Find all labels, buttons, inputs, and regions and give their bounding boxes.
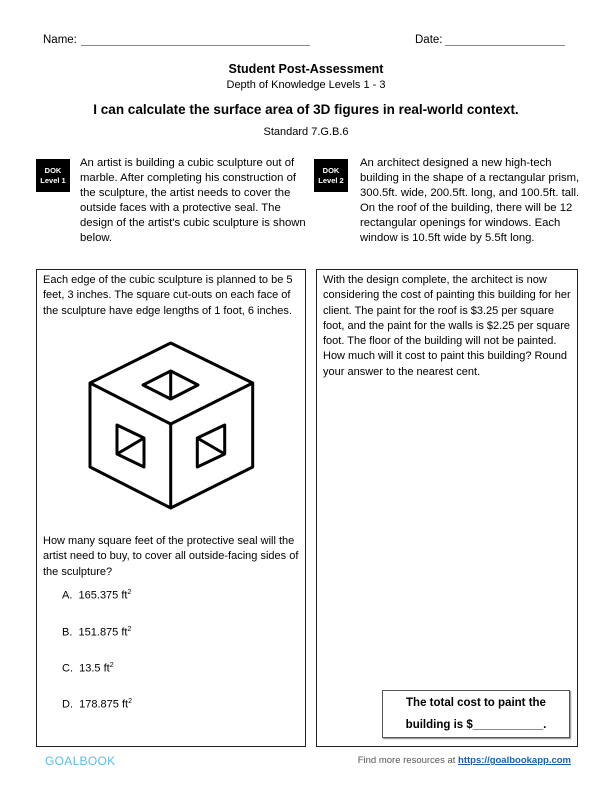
date-field[interactable] bbox=[445, 45, 565, 46]
option-exponent: 2 bbox=[109, 662, 114, 669]
left-window-divider bbox=[117, 438, 144, 454]
answer-line-2: building is $___________. bbox=[405, 719, 547, 731]
footer-link[interactable]: https://goalbookapp.com bbox=[458, 755, 571, 766]
cube-sculpture-figure bbox=[80, 335, 265, 515]
option-b[interactable] bbox=[62, 626, 131, 639]
footer-text: Find more resources at bbox=[357, 755, 459, 766]
option-c[interactable] bbox=[62, 662, 114, 675]
name-field[interactable] bbox=[81, 45, 310, 46]
option-exponent: 2 bbox=[127, 626, 132, 633]
option-value: 13.5 ft bbox=[79, 662, 110, 675]
option-value: 178.875 ft bbox=[79, 698, 129, 711]
right-window-divider bbox=[197, 438, 224, 454]
learning-objective: I can calculate the surface area of 3D figures in real-world context. bbox=[93, 102, 519, 117]
page-subtitle: Depth of Knowledge Levels 1 - 3 bbox=[226, 79, 386, 91]
answer-box[interactable] bbox=[382, 690, 570, 738]
dok-badge-level-2 bbox=[314, 159, 348, 192]
standard-label: Standard 7.G.B.6 bbox=[263, 126, 349, 138]
date-label: Date: bbox=[415, 34, 443, 46]
dok-level: Level 1 bbox=[40, 176, 66, 185]
problem-2-details: With the design complete, the architect is now considering the cost of painting this building for her client. The paint for the roof is $3.25 per square foot, and the paint for the walls is $2.25 per square foot. The floor of the building will not be painted. How much will it cost to paint this building? Round your answer to the nearest cent. bbox=[323, 274, 571, 378]
option-d[interactable] bbox=[62, 698, 132, 711]
answer-line-1: The total cost to paint the bbox=[406, 697, 546, 709]
dok-badge-level-1 bbox=[36, 159, 70, 192]
option-letter: B. bbox=[62, 626, 73, 639]
problem-1-details: Each edge of the cubic sculpture is planned to be 5 feet, 3 inches. The square cut-outs on each face of the sculpture have edge lengths of 1 foot, 6 inches. bbox=[43, 274, 293, 317]
footer-resources bbox=[320, 755, 571, 766]
option-letter: D. bbox=[62, 698, 73, 711]
option-exponent: 2 bbox=[128, 698, 132, 705]
problem-1-intro: An artist is building a cubic sculpture out of marble. After completing his construction of the sculpture, the artist needs to cover the outside faces with a protective seal. The design of the artist's cubic sculpture is shown below. bbox=[80, 157, 306, 244]
option-a[interactable] bbox=[62, 589, 131, 602]
option-letter: C. bbox=[62, 662, 73, 675]
dok-label: DOK bbox=[44, 166, 62, 175]
dok-label: DOK bbox=[322, 166, 340, 175]
page-title: Student Post-Assessment bbox=[228, 62, 384, 76]
goalbook-logo: GOALBOOK bbox=[45, 754, 116, 768]
dok-level: Level 2 bbox=[318, 176, 344, 185]
problem-2-intro: An architect designed a new high-tech building in the shape of a rectangular prism, 300.5ft. wide, 200.5ft. long, and 100.5ft. tall. On the roof of the building, there will be 12 rectangular openings for windows. Each window is 10.5ft wide by 5.5ft long. bbox=[360, 157, 580, 244]
name-label: Name: bbox=[43, 34, 77, 46]
problem-1-question: How many square feet of the protective seal will the artist need to buy, to cover all outside-facing sides of the sculpture? bbox=[43, 535, 299, 578]
option-exponent: 2 bbox=[127, 589, 132, 596]
option-value: 151.875 ft bbox=[78, 626, 128, 639]
option-value: 165.375 ft bbox=[78, 589, 128, 602]
option-letter: A. bbox=[62, 589, 73, 602]
